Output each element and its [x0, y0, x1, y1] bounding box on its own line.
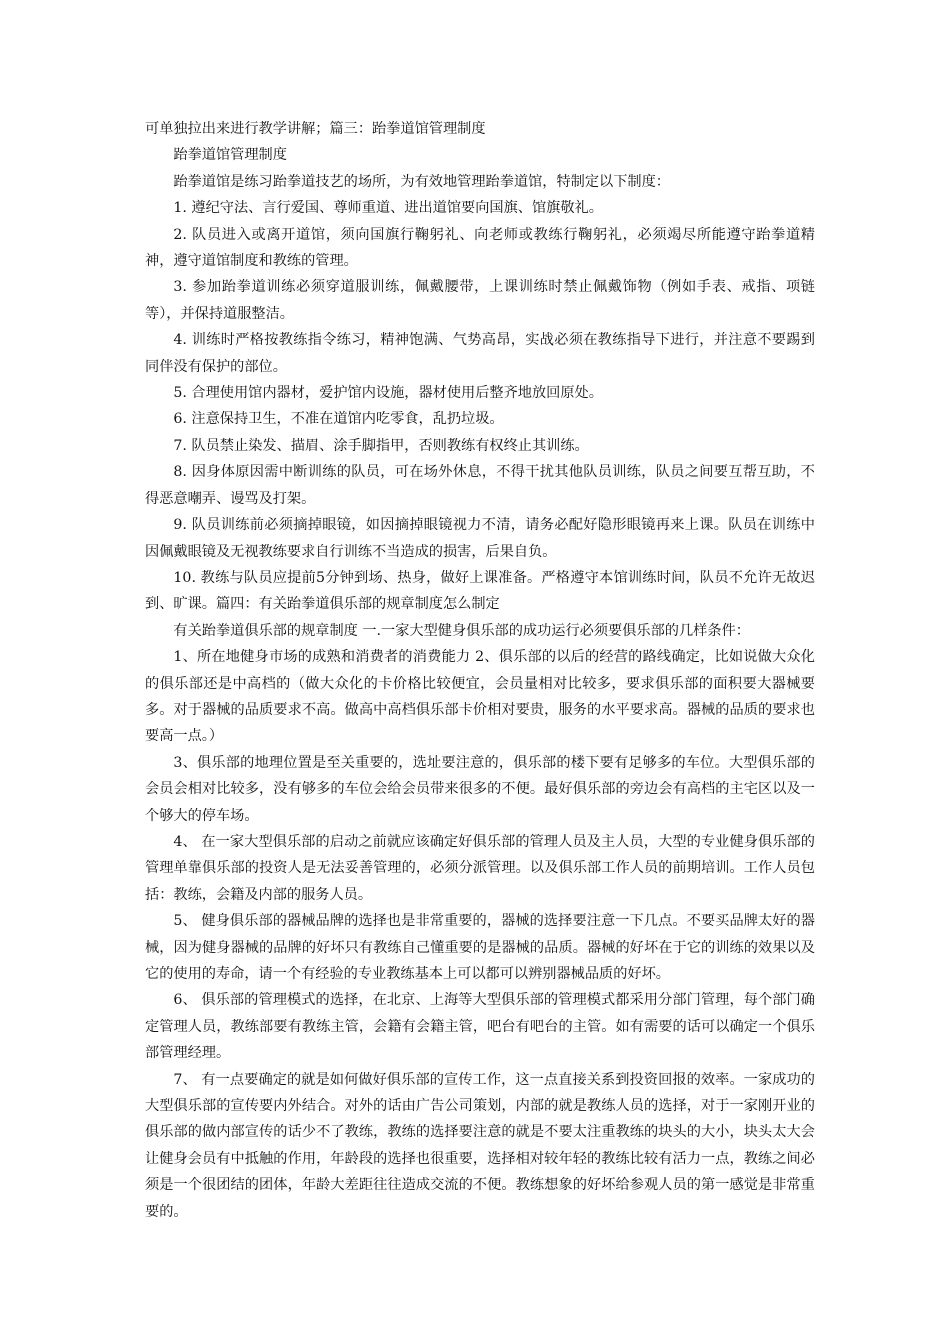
paragraph-5: 3. 参加跆拳道训练必须穿道服训练，佩戴腰带，上课训练时禁止佩戴饰物（例如手表、戒指、项链等），并保持道服整洁。 — [145, 279, 815, 322]
paragraph-16: 4、 在一家大型俱乐部的启动之前就应该确定好俱乐部的管理人员及主人员，大型的专业健身俱乐部的管理单靠俱乐部的投资人是无法妥善管理的，必须分派管理。以及俱乐部工作人员的前期培训。工作人员包括：教练，会籍及内部的服务人员。 — [145, 833, 815, 903]
paragraph-11: 9. 队员训练前必须摘掉眼镜，如因摘掉眼镜视力不清，请务必配好隐形眼镜再来上课。队员在训练中因佩戴眼镜及无视教练要求自行训练不当造成的损害，后果自负。 — [145, 517, 815, 560]
paragraph-8: 6. 注意保持卫生，不准在道馆内吃零食，乱扔垃圾。 — [173, 411, 504, 428]
paragraph-1: 跆拳道馆管理制度 — [173, 147, 287, 164]
paragraph-14: 1、所在地健身市场的成熟和消费者的消费能力 2、俱乐部的以后的经营的路线确定，比如说做大众化的俱乐部还是中高档的（做大众化的卡价格比较便宜，会员量相对比较多，要求俱乐部的面积要大器械要多。对于器械的品质要求不高。做高中高档俱乐部卡价相对要贵，服务的水平要求高。器械的品质的要求也要高一点。） — [145, 649, 815, 745]
paragraph-13: 有关跆拳道俱乐部的规章制度 一.一家大型健身俱乐部的成功运行必须要俱乐部的几样条件： — [173, 622, 750, 639]
paragraph-17: 5、 健身俱乐部的器械品牌的选择也是非常重要的，器械的选择要注意一下几点。不要买品牌太好的器械，因为健身器械的品牌的好坏只有教练自己懂重要的是器械的品质。器械的好坏在于它的训练的效果以及它的使用的寿命，请一个有经验的专业教练基本上可以都可以辨别器械品质的好坏。 — [145, 913, 815, 982]
paragraph-3: 1. 遵纪守法、言行爱国、尊师重道、进出道馆要向国旗、馆旗敬礼。 — [173, 200, 603, 217]
paragraph-18: 6、 俱乐部的管理模式的选择，在北京、上海等大型俱乐部的管理模式都采用分部门管理，每个部门确定管理人员，教练部要有教练主管，会籍有会籍主管，吧台有吧台的主管。如有需要的话可以确定一个俱乐部管理经理。 — [145, 992, 815, 1062]
paragraph-4: 2. 队员进入或离开道馆，须向国旗行鞠躬礼、向老师或教练行鞠躬礼，必须竭尽所能遵守跆拳道精神，遵守道馆制度和教练的管理。 — [145, 226, 815, 270]
paragraph-9: 7. 队员禁止染发、描眉、涂手脚指甲，否则教练有权终止其训练。 — [173, 437, 589, 454]
paragraph-6: 4. 训练时严格按教练指令练习，精神饱满、气势高昂，实战必须在教练指导下进行，并注意不要踢到同伴没有保护的部位。 — [145, 332, 815, 375]
paragraph-10: 8. 因身体原因需中断训练的队员，可在场外休息，不得干扰其他队员训练，队员之间要互帮互助，不得恶意嘲弄、谩骂及打架。 — [145, 464, 815, 507]
paragraph-19: 7、 有一点要确定的就是如何做好俱乐部的宣传工作，这一点直接关系到投资回报的效率。一家成功的大型俱乐部的宣传要内外结合。对外的话由广告公司策划，内部的就是教练人员的选择，对于一家刚开业的俱乐部的做内部宣传的话少不了教练，教练的选择要注意的就是不要太注重教练的块头的大小，块头太大会让健身会员有中抵触的作用，年龄段的选择也很重要，选择相对较年轻的教练比较有活力一点，教练之间必须是一个很团结的团体，年龄大差距往往造成交流的不便。教练想象的好坏给参观人员的第一感觉是非常重要的。 — [145, 1071, 815, 1220]
paragraph-12: 10. 教练与队员应提前5分钟到场、热身，做好上课准备。严格遵守本馆训练时间，队员不允许无故迟到、旷课。篇四：有关跆拳道俱乐部的规章制度怎么制定 — [145, 569, 815, 613]
paragraph-2: 跆拳道馆是练习跆拳道技艺的场所，为有效地管理跆拳道馆，特制定以下制度： — [173, 173, 670, 190]
paragraph-0: 可单独拉出来进行教学讲解；篇三：跆拳道馆管理制度 — [145, 121, 486, 137]
paragraph-7: 5. 合理使用馆内器材，爱护馆内设施，器材使用后整齐地放回原处。 — [173, 385, 603, 402]
paragraph-15: 3、俱乐部的地理位置是至关重要的，选址要注意的，俱乐部的楼下要有足够多的车位。大型俱乐部的会员会相对比较多，没有够多的车位会给会员带来很多的不便。最好俱乐部的旁边会有高档的主宅区以及一个够大的停车场。 — [145, 754, 815, 824]
document-body — [145, 116, 815, 1225]
